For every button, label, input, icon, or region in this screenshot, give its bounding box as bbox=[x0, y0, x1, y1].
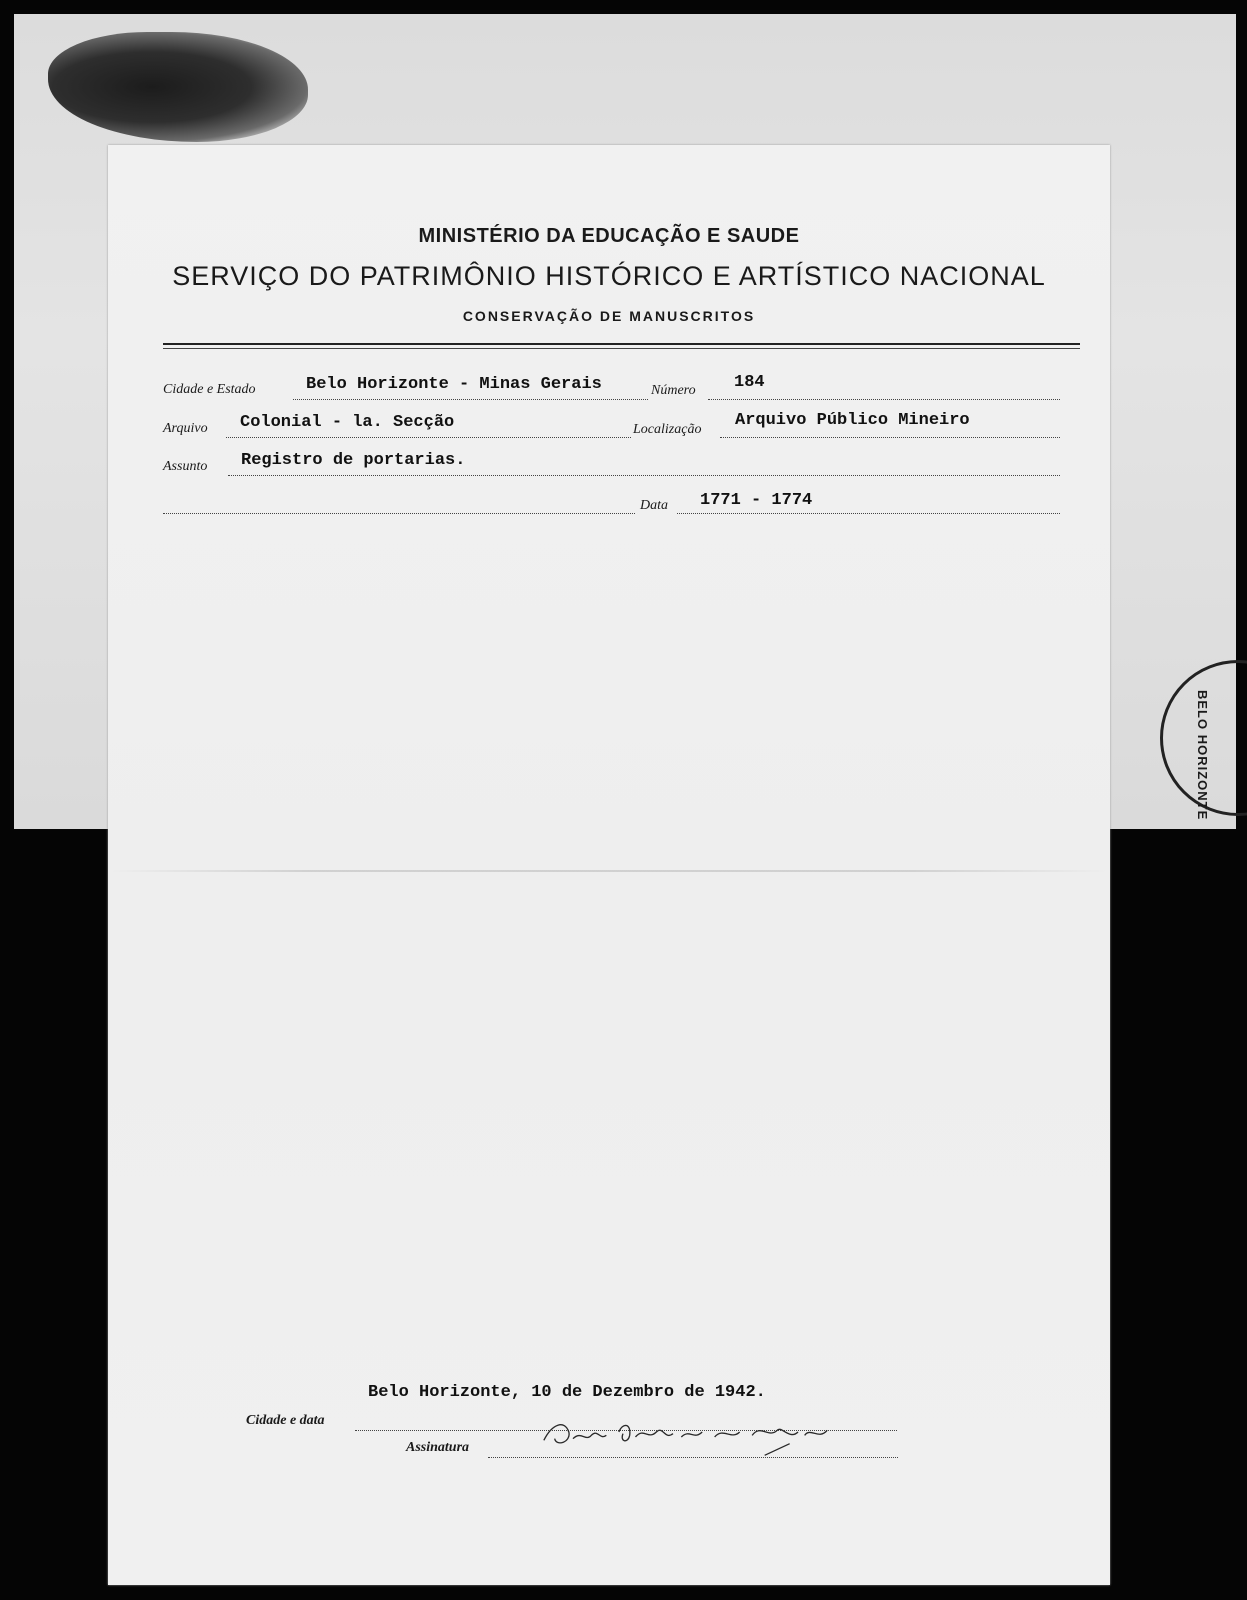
localizacao-line bbox=[720, 437, 1060, 438]
ink-stain bbox=[48, 32, 308, 142]
cidade-data-value: Belo Horizonte, 10 de Dezembro de 1942. bbox=[368, 1383, 766, 1402]
assunto-continuation-line bbox=[163, 513, 635, 514]
numero-line bbox=[708, 399, 1060, 400]
assunto-line bbox=[228, 475, 1060, 476]
numero-value: 184 bbox=[734, 373, 765, 392]
header-rule-thin bbox=[163, 348, 1080, 349]
localizacao-value: Arquivo Público Mineiro bbox=[735, 411, 970, 430]
ministry-heading: MINISTÉRIO DA EDUCAÇÃO E SAUDE bbox=[418, 225, 800, 247]
assunto-label: Assunto bbox=[163, 459, 208, 474]
cidade-data-label: Cidade e data bbox=[246, 1413, 325, 1428]
arquivo-line bbox=[226, 437, 631, 438]
cidade-estado-label: Cidade e Estado bbox=[163, 382, 256, 397]
assinatura-line bbox=[488, 1457, 898, 1458]
assunto-value: Registro de portarias. bbox=[241, 451, 466, 470]
localizacao-label: Localização bbox=[633, 422, 702, 437]
arquivo-label: Arquivo bbox=[163, 421, 208, 436]
numero-label: Número bbox=[651, 383, 696, 398]
record-card bbox=[108, 145, 1110, 1585]
fold-line bbox=[108, 870, 1110, 872]
seal-stamp-text: BELO HORIZONTE bbox=[1195, 690, 1210, 821]
arquivo-value: Colonial - la. Secção bbox=[240, 413, 455, 432]
data-label: Data bbox=[640, 498, 668, 513]
data-line bbox=[677, 513, 1060, 514]
assinatura-label: Assinatura bbox=[406, 1440, 470, 1455]
data-value: 1771 - 1774 bbox=[700, 491, 813, 510]
cidade-estado-line bbox=[293, 399, 648, 400]
header-rule-thick bbox=[163, 343, 1080, 345]
service-heading: SERVIÇO DO PATRIMÔNIO HISTÓRICO E ARTÍSTICO NACIONAL bbox=[172, 261, 1046, 291]
section-heading: CONSERVAÇÃO DE MANUSCRITOS bbox=[462, 308, 756, 324]
handwritten-signature bbox=[508, 1407, 888, 1457]
cidade-estado-value: Belo Horizonte - Minas Gerais bbox=[306, 375, 602, 394]
